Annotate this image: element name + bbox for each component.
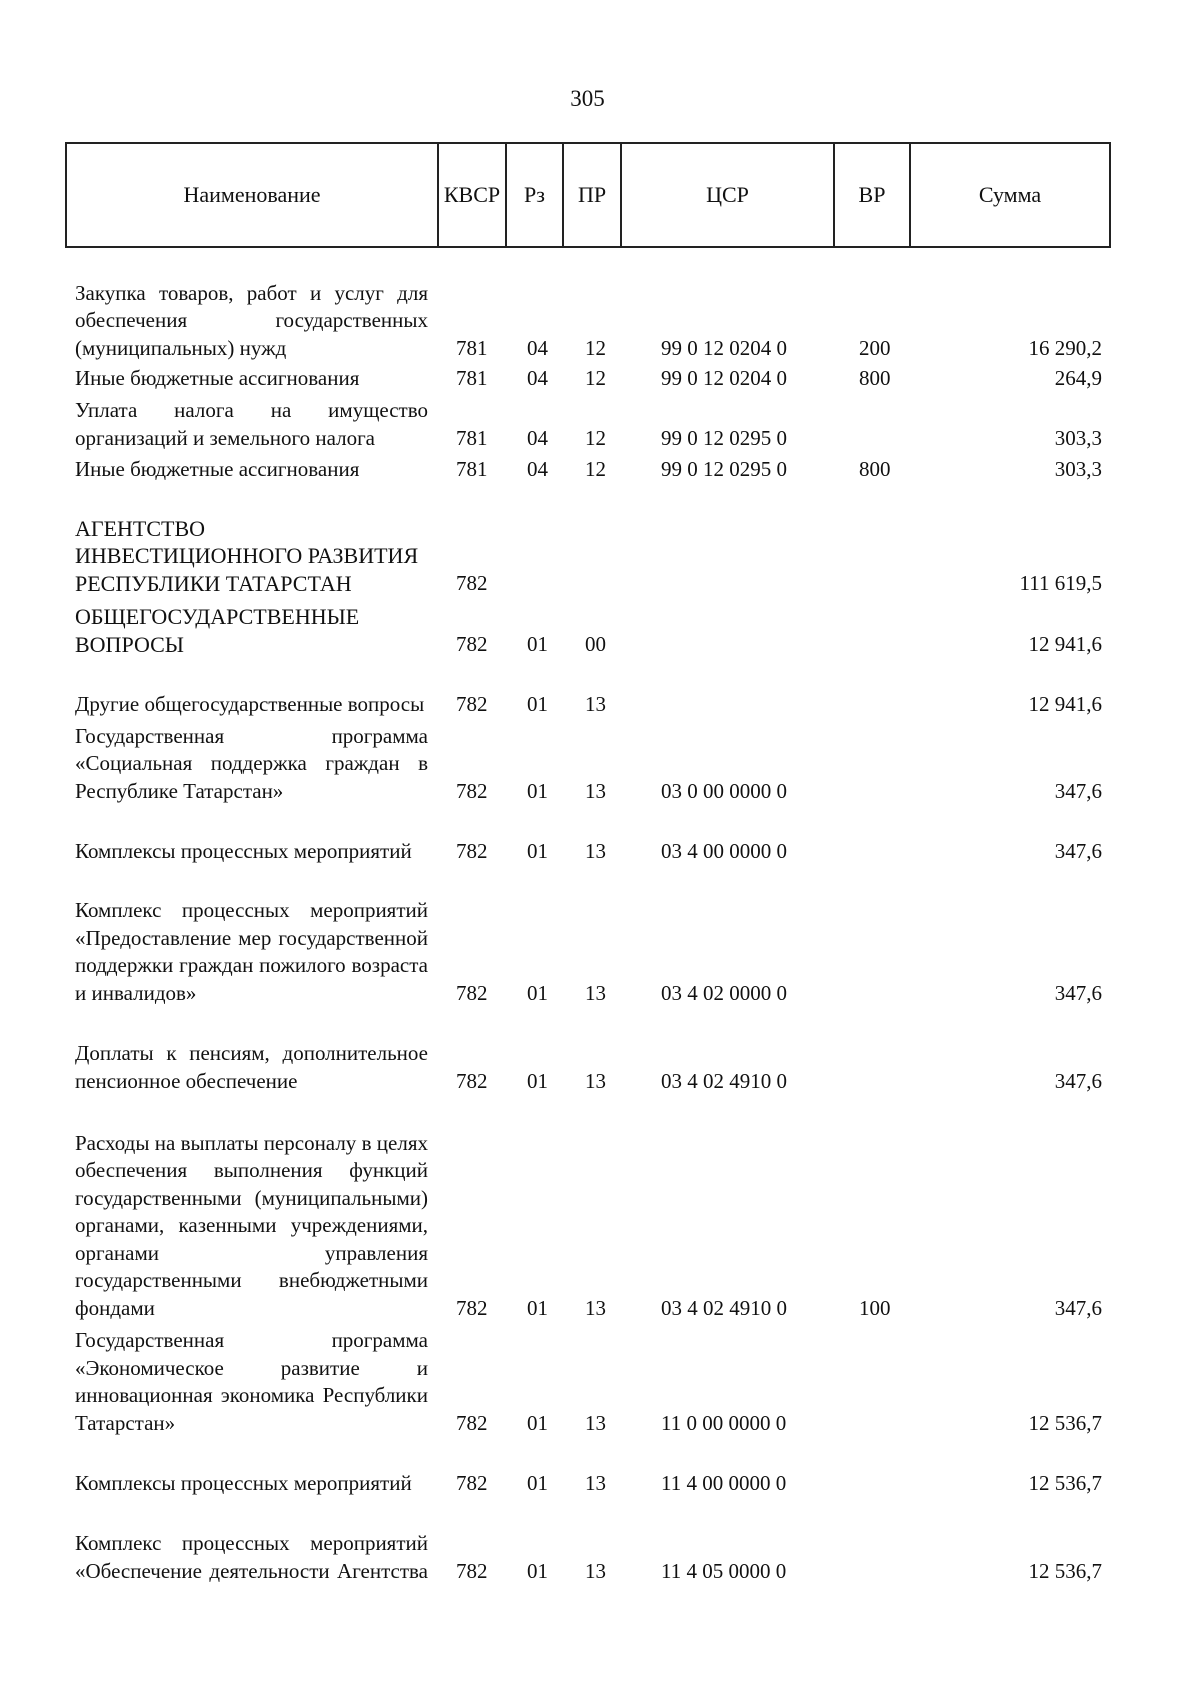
row-name: Доплаты к пенсиям, дополнительное пенсионное обеспечение [75,1041,428,1093]
table-row [0,455,1200,483]
table-row [0,722,1200,805]
row-csr: 03 4 02 0000 0 [661,980,787,1005]
row-sum: 12 941,6 [1028,631,1102,656]
row-pr: 13 [585,1068,606,1093]
row-csr: 99 0 12 0295 0 [661,425,787,450]
row-pr: 13 [585,838,606,863]
row-csr: 99 0 12 0295 0 [661,456,787,481]
row-kvsr: 782 [456,980,488,1005]
row-rz: 04 [527,365,548,390]
row-csr: 03 4 00 0000 0 [661,838,787,863]
row-kvsr: 781 [456,456,488,481]
row-name: Иные бюджетные ассигнования [75,365,360,390]
row-rz: 04 [527,456,548,481]
row-name: ОБЩЕГОСУДАРСТВЕННЫЕ ВОПРОСЫ [75,604,360,657]
row-name: Комплексы процессных мероприятий [75,838,412,863]
row-name: Государственная программа «Социальная поддержка граждан в Республике Татарстан» [75,723,428,803]
table-row [0,396,1200,452]
row-rz: 01 [527,1068,548,1093]
table-row [0,1100,1200,1322]
row-kvsr: 782 [456,778,488,803]
row-rz: 01 [527,1410,548,1435]
column-header-sum: Сумма [978,182,1042,207]
row-sum: 303,3 [1054,425,1102,450]
table-row [0,1012,1200,1095]
row-rz: 01 [527,778,548,803]
table-row [0,809,1200,865]
table-row [0,662,1200,718]
row-name: Другие общегосударственные вопросы [75,691,425,716]
row-kvsr: 782 [456,691,488,716]
column-header-pr: ПР [564,144,622,246]
row-name: АГЕНТСТВО ИНВЕСТИЦИОННОГО РАЗВИТИЯ РЕСПУБЛИКИ ТАТАРСТАН [75,515,419,596]
table-row [0,869,1200,1007]
row-vr: 800 [859,456,891,481]
page-number: 305 [570,86,605,111]
row-name: Расходы на выплаты персоналу в целях обеспечения выполнения функций государственными (муниципальными) органами, казенными учреждениями, органами управления государственными внебюджетными фондами [75,1130,428,1320]
row-rz: 01 [527,1470,548,1495]
row-kvsr: 781 [456,365,488,390]
row-kvsr: 782 [456,631,488,656]
row-pr: 13 [585,980,606,1005]
row-name: Комплекс процессных мероприятий «Обеспечение деятельности Агентства [75,1531,428,1583]
row-name: Закупка товаров, работ и услуг для обеспечения государственных (муниципальных) нужд [75,280,428,360]
row-kvsr: 782 [456,1470,488,1495]
row-rz: 01 [527,980,548,1005]
row-sum: 347,6 [1054,778,1102,803]
column-header-name: Наименование [67,144,439,246]
row-rz: 01 [527,691,548,716]
row-kvsr: 781 [456,335,488,360]
table-row [0,1441,1200,1497]
row-kvsr: 782 [456,1068,488,1093]
row-sum: 303,3 [1054,456,1102,481]
table-row [0,252,1200,362]
row-sum: 111 619,5 [1019,570,1102,595]
row-csr: 11 4 00 0000 0 [661,1470,787,1495]
row-name: Иные бюджетные ассигнования [75,456,360,481]
row-kvsr: 781 [456,425,488,450]
column-header-kvsr: КВСР [439,144,507,246]
column-header-csr: ЦСР [622,144,835,246]
row-name: Комплекс процессных мероприятий «Предоставление мер государственной поддержки граждан пожилого возраста и инвалидов» [75,898,428,1005]
row-pr: 12 [585,425,606,450]
row-pr: 13 [585,1410,606,1435]
row-pr: 00 [585,631,606,656]
row-sum: 347,6 [1054,1068,1102,1093]
row-sum: 12 536,7 [1028,1410,1102,1435]
row-rz: 01 [527,631,548,656]
row-pr: 13 [585,1295,606,1320]
row-sum: 12 536,7 [1028,1558,1102,1583]
table-row [0,1501,1200,1585]
row-csr: 11 0 00 0000 0 [661,1410,787,1435]
row-sum: 347,6 [1054,838,1102,863]
row-csr: 99 0 12 0204 0 [661,335,787,360]
row-csr: 99 0 12 0204 0 [661,365,787,390]
row-csr: 11 4 05 0000 0 [661,1558,787,1583]
table-row [0,487,1200,597]
row-vr: 100 [859,1295,891,1320]
row-kvsr: 782 [456,1558,488,1583]
row-kvsr: 782 [456,1410,488,1435]
row-pr: 12 [585,456,606,481]
row-rz: 01 [527,1558,548,1583]
row-name: Государственная программа «Экономическое развитие и инновационная экономика Республики Татарстан» [75,1328,428,1435]
row-rz: 04 [527,425,548,450]
row-kvsr: 782 [456,1295,488,1320]
row-csr: 03 0 00 0000 0 [661,778,787,803]
row-pr: 12 [585,365,606,390]
table-row [0,364,1200,392]
row-csr: 03 4 02 4910 0 [661,1068,787,1093]
column-header-rz: Рз [507,144,564,246]
row-rz: 01 [527,838,548,863]
table-row [0,1326,1200,1437]
row-rz: 04 [527,335,548,360]
row-pr: 13 [585,778,606,803]
row-sum: 264,9 [1054,365,1102,390]
row-name: Уплата налога на имущество организаций и земельного налога [75,398,428,450]
row-sum: 347,6 [1054,980,1102,1005]
row-pr: 13 [585,1470,606,1495]
table-row [0,602,1200,658]
row-vr: 800 [859,365,891,390]
row-kvsr: 782 [456,838,488,863]
row-csr: 03 4 02 4910 0 [661,1295,787,1320]
row-kvsr: 782 [456,570,488,595]
row-sum: 16 290,2 [1028,335,1102,360]
row-pr: 13 [585,1558,606,1583]
row-vr: 200 [859,335,891,360]
column-header-vr: ВР [835,144,911,246]
row-sum: 12 941,6 [1028,691,1102,716]
row-sum: 347,6 [1054,1295,1102,1320]
row-pr: 12 [585,335,606,360]
row-rz: 01 [527,1295,548,1320]
row-name: Комплексы процессных мероприятий [75,1470,412,1495]
row-sum: 12 536,7 [1028,1470,1102,1495]
row-pr: 13 [585,691,606,716]
